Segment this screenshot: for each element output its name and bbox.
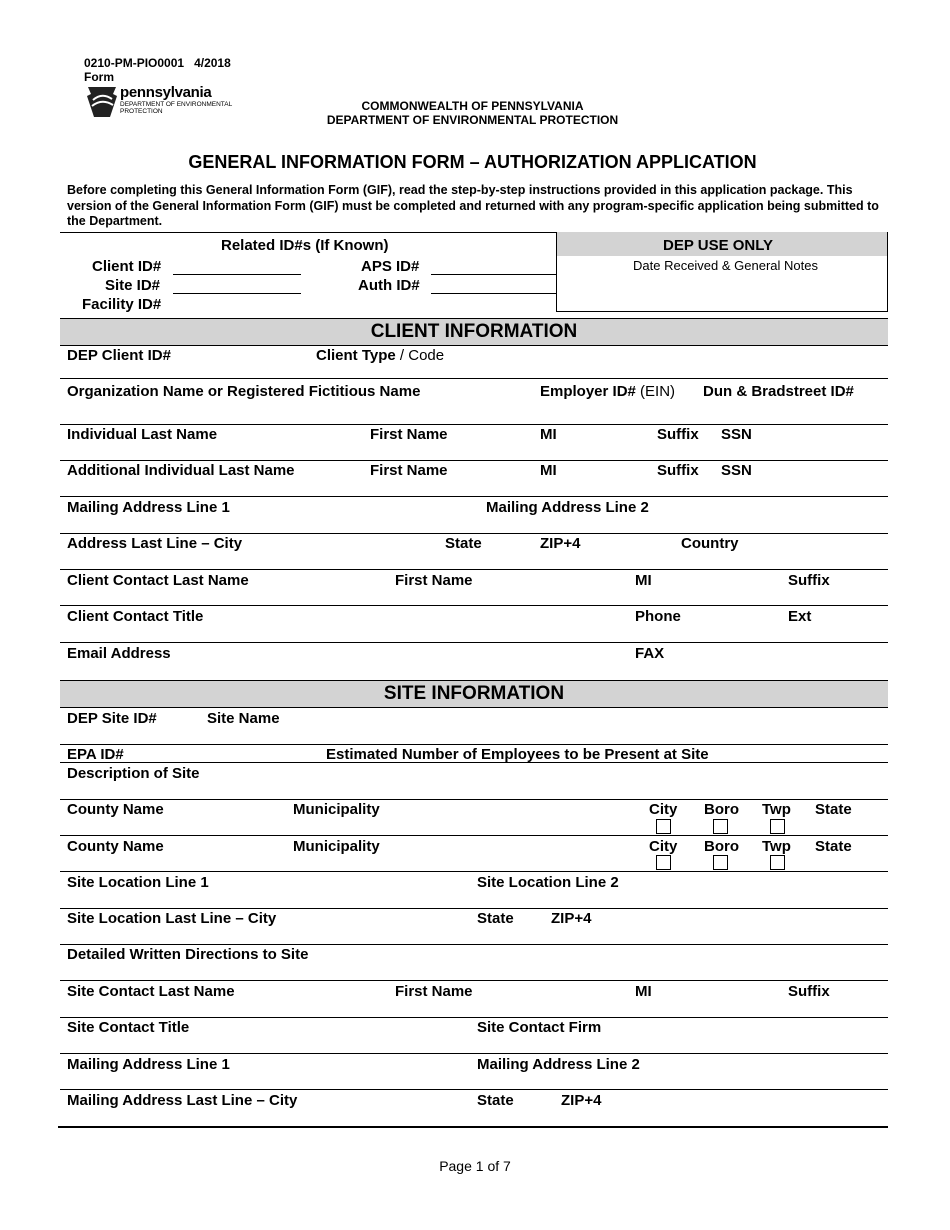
page-number: Page 1 of 7 xyxy=(439,1158,511,1174)
divider xyxy=(60,908,888,909)
fax-label: FAX xyxy=(635,645,665,662)
site-name-label: Site Name xyxy=(207,710,280,727)
suffix-label: Suffix xyxy=(788,572,830,589)
zip-label: ZIP+4 xyxy=(540,535,581,552)
divider xyxy=(60,980,888,981)
page-title: GENERAL INFORMATION FORM – AUTHORIZATION APPLICATION xyxy=(188,152,757,172)
phone-label: Phone xyxy=(635,608,681,625)
email-address-label: Email Address xyxy=(67,645,171,662)
first-name-label: First Name xyxy=(395,983,473,1000)
related-ids-heading: Related ID#s (If Known) xyxy=(221,237,389,254)
country-label: Country xyxy=(681,535,739,552)
facility-id-label: Facility ID# xyxy=(82,296,162,313)
mailing-line-1-label: Mailing Address Line 1 xyxy=(67,1056,230,1073)
client-contact-title-label: Client Contact Title xyxy=(67,608,204,625)
form-label: Form xyxy=(84,70,114,84)
state-label: State xyxy=(815,801,852,818)
divider xyxy=(60,944,888,945)
site-information-heading: SITE INFORMATION xyxy=(60,680,888,708)
municipality-label: Municipality xyxy=(293,838,380,855)
divider xyxy=(60,533,888,534)
city-checkbox[interactable] xyxy=(656,855,671,870)
divider xyxy=(60,744,888,745)
ext-label: Ext xyxy=(788,608,812,625)
zip-label: ZIP+4 xyxy=(551,910,592,927)
boro-checkbox[interactable] xyxy=(713,819,728,834)
mailing-line-1-label: Mailing Address Line 1 xyxy=(67,499,230,516)
additional-last-name-label: Additional Individual Last Name xyxy=(67,462,295,479)
instructions: Before completing this General Information Form (GIF), read the step-by-step instructions provided in this application package. This version of the General Information Form (GIF) must be completed and returned with any program-specific application being submitted to the Department. xyxy=(67,183,879,228)
employees-label: Estimated Number of Employees to be Present at Site xyxy=(326,746,709,763)
divider xyxy=(60,424,888,425)
address-city-label: Address Last Line – City xyxy=(67,535,243,552)
divider xyxy=(60,605,888,606)
logo-dept: DEPARTMENT OF ENVIRONMENTAL PROTECTION xyxy=(120,101,233,115)
client-id-field[interactable] xyxy=(173,274,301,275)
mi-label: MI xyxy=(540,426,557,443)
individual-last-name-label: Individual Last Name xyxy=(67,426,218,443)
suffix-label: Suffix xyxy=(788,983,830,1000)
first-name-label: First Name xyxy=(370,462,448,479)
site-location-city-label: Site Location Last Line – City xyxy=(67,910,277,927)
client-type-label: Client Type / Code xyxy=(316,347,445,364)
client-id-label: Client ID# xyxy=(92,258,162,275)
dun-bradstreet-label: Dun & Bradstreet ID# xyxy=(703,383,854,400)
agency-heading: COMMONWEALTH OF PENNSYLVANIA DEPARTMENT OF ENVIRONMENTAL PROTECTION xyxy=(326,99,619,127)
divider xyxy=(60,1017,888,1018)
auth-id-label: Auth ID# xyxy=(358,277,420,294)
ssn-label: SSN xyxy=(721,426,752,443)
twp-checkbox[interactable] xyxy=(770,819,785,834)
twp-checkbox[interactable] xyxy=(770,855,785,870)
county-name-label: County Name xyxy=(67,838,164,855)
state-label: State xyxy=(815,838,852,855)
state-label: State xyxy=(477,1092,514,1109)
divider xyxy=(60,871,888,872)
epa-id-label: EPA ID# xyxy=(67,746,124,763)
site-id-label: Site ID# xyxy=(105,277,161,294)
city-label: City xyxy=(649,838,678,855)
divider xyxy=(60,569,888,570)
site-location-line-1-label: Site Location Line 1 xyxy=(67,874,209,891)
state-label: State xyxy=(477,910,514,927)
date-received-note: Date Received & General Notes xyxy=(633,258,818,273)
dep-site-id-label: DEP Site ID# xyxy=(67,710,157,727)
boro-checkbox[interactable] xyxy=(713,855,728,870)
site-id-field[interactable] xyxy=(173,293,301,294)
county-name-label: County Name xyxy=(67,801,164,818)
directions-label: Detailed Written Directions to Site xyxy=(67,946,309,963)
mailing-line-2-label: Mailing Address Line 2 xyxy=(486,499,649,516)
boro-label: Boro xyxy=(704,801,739,818)
org-name-label: Organization Name or Registered Fictitious Name xyxy=(67,383,421,400)
city-label: City xyxy=(649,801,678,818)
divider xyxy=(557,311,888,312)
dep-use-only-heading: DEP USE ONLY xyxy=(663,237,774,254)
mi-label: MI xyxy=(540,462,557,479)
form-bottom-rule xyxy=(58,1126,888,1128)
boro-label: Boro xyxy=(704,838,739,855)
twp-label: Twp xyxy=(762,838,791,855)
site-location-line-2-label: Site Location Line 2 xyxy=(477,874,619,891)
aps-id-field[interactable] xyxy=(431,274,556,275)
state-label: State xyxy=(445,535,482,552)
form-number: 0210-PM-PIO0001 4/2018 xyxy=(84,56,231,70)
divider xyxy=(60,1089,888,1090)
client-information-heading: CLIENT INFORMATION xyxy=(60,318,888,346)
aps-id-label: APS ID# xyxy=(361,258,420,275)
divider xyxy=(60,1053,888,1054)
city-checkbox[interactable] xyxy=(656,819,671,834)
site-contact-last-name-label: Site Contact Last Name xyxy=(67,983,235,1000)
logo-name: pennsylvania xyxy=(120,84,212,101)
divider xyxy=(60,799,888,800)
mailing-line-2-label: Mailing Address Line 2 xyxy=(477,1056,640,1073)
auth-id-field[interactable] xyxy=(431,293,556,294)
site-contact-firm-label: Site Contact Firm xyxy=(477,1019,602,1036)
divider xyxy=(556,232,557,312)
divider xyxy=(60,762,888,763)
suffix-label: Suffix xyxy=(657,426,699,443)
ssn-label: SSN xyxy=(721,462,752,479)
mi-label: MI xyxy=(635,983,652,1000)
divider xyxy=(60,378,888,379)
suffix-label: Suffix xyxy=(657,462,699,479)
zip-label: ZIP+4 xyxy=(561,1092,602,1109)
divider xyxy=(60,496,888,497)
divider xyxy=(60,460,888,461)
divider xyxy=(60,642,888,643)
mailing-city-label: Mailing Address Last Line – City xyxy=(67,1092,298,1109)
divider xyxy=(887,232,888,312)
divider xyxy=(60,835,888,836)
description-label: Description of Site xyxy=(67,765,200,782)
municipality-label: Municipality xyxy=(293,801,380,818)
twp-label: Twp xyxy=(762,801,791,818)
mi-label: MI xyxy=(635,572,652,589)
first-name-label: First Name xyxy=(370,426,448,443)
site-contact-title-label: Site Contact Title xyxy=(67,1019,190,1036)
employer-id-label: Employer ID# (EIN) xyxy=(540,383,676,400)
dep-client-id-label: DEP Client ID# xyxy=(67,347,171,364)
client-contact-last-name-label: Client Contact Last Name xyxy=(67,572,249,589)
first-name-label: First Name xyxy=(395,572,473,589)
